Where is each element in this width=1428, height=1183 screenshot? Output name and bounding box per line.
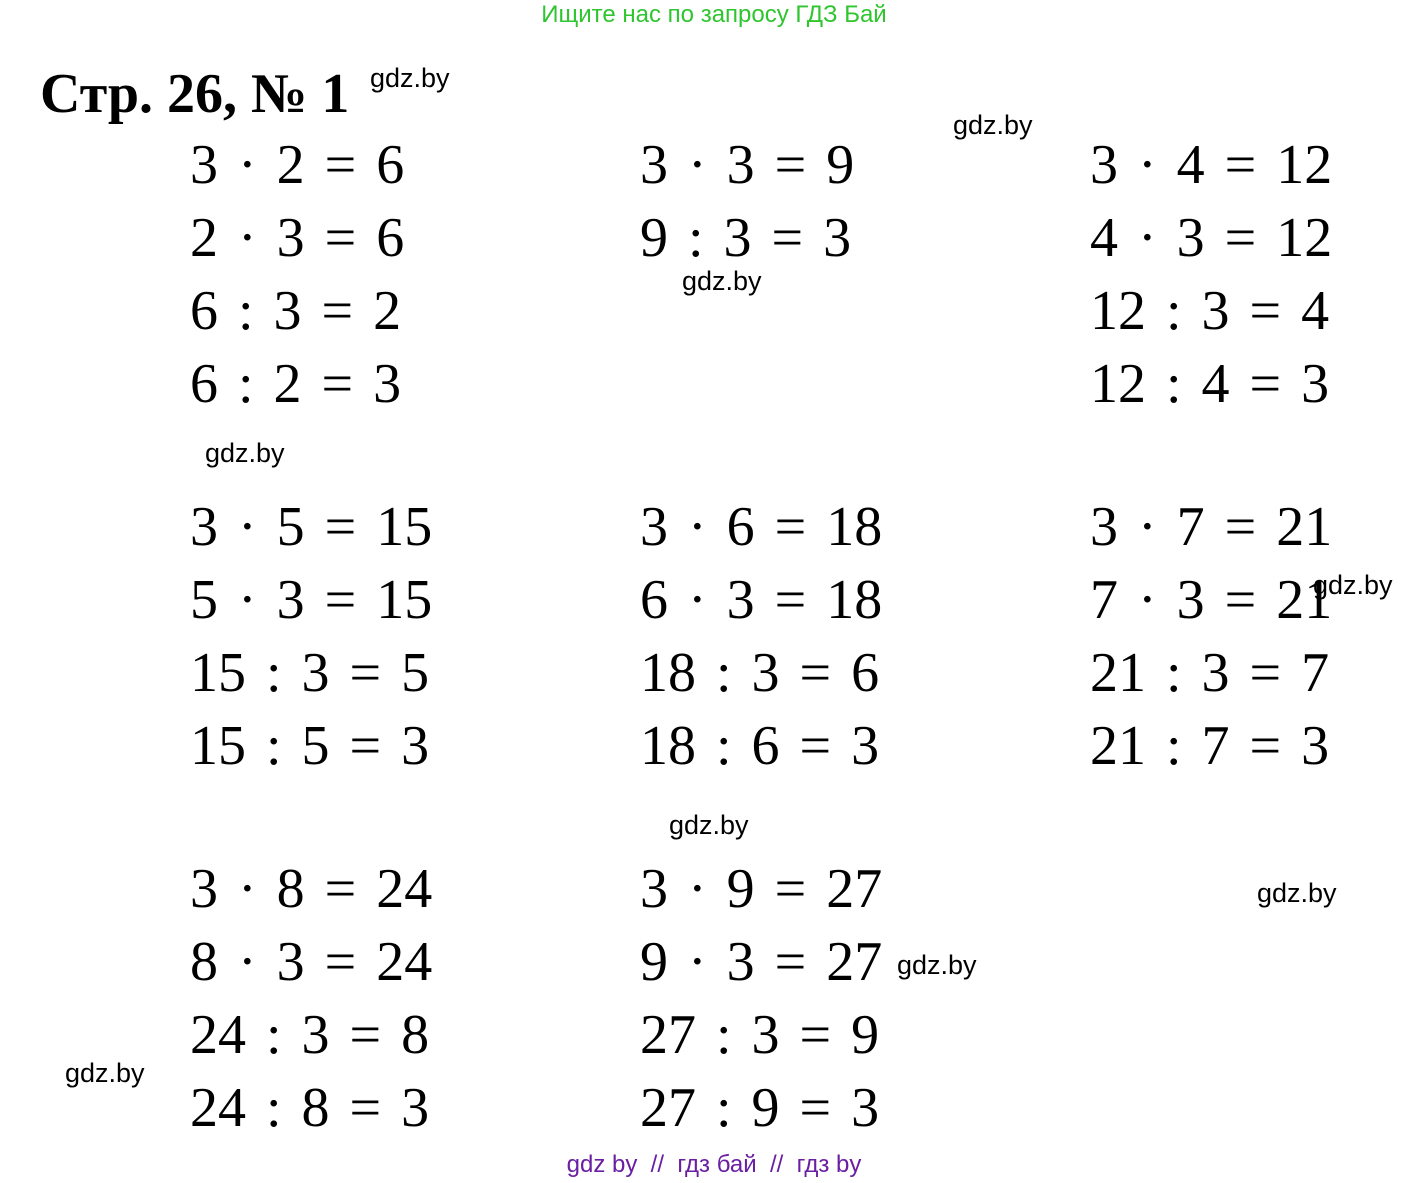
equation-line: 4 · 3 = 12	[1090, 207, 1333, 269]
equation-line: 3 · 3 = 9	[640, 134, 855, 196]
equation-line: 6 · 3 = 18	[640, 569, 883, 631]
watermark: gdz.by	[669, 810, 749, 840]
page-title: Стр. 26, № 1	[40, 63, 350, 125]
equation-line: 27 : 9 = 3	[640, 1077, 880, 1139]
equation-line: 18 : 3 = 6	[640, 642, 880, 704]
equation-line: 12 : 3 = 4	[1090, 280, 1330, 342]
equation-line: 27 : 3 = 9	[640, 1004, 880, 1066]
equation-line: 9 · 3 = 27	[640, 931, 883, 993]
equation-line: 6 : 2 = 3	[190, 353, 402, 415]
equation-line: 3 · 7 = 21	[1090, 496, 1333, 558]
watermark: gdz.by	[370, 63, 450, 93]
equation-line: 7 · 3 = 21	[1090, 569, 1333, 631]
equation-line: 3 · 4 = 12	[1090, 134, 1333, 196]
watermark: gdz.by	[682, 266, 762, 296]
watermark: gdz.by	[897, 950, 977, 980]
equation-line: 2 · 3 = 6	[190, 207, 405, 269]
equation-line: 24 : 3 = 8	[190, 1004, 430, 1066]
watermark: gdz.by	[1257, 878, 1337, 908]
watermark: gdz.by	[953, 110, 1033, 140]
search-banner: Ищите нас по запросу ГДЗ Бай	[541, 1, 887, 28]
equation-line: 12 : 4 = 3	[1090, 353, 1330, 415]
watermark: gdz.by	[1313, 570, 1393, 600]
equation-line: 5 · 3 = 15	[190, 569, 433, 631]
equation-line: 3 · 8 = 24	[190, 858, 433, 920]
equation-line: 24 : 8 = 3	[190, 1077, 430, 1139]
watermark: gdz.by	[65, 1058, 145, 1088]
equation-line: 18 : 6 = 3	[640, 715, 880, 777]
equation-line: 9 : 3 = 3	[640, 207, 852, 269]
footer-links: gdz by // гдз бай // гдз by	[566, 1151, 862, 1178]
equation-line: 3 · 5 = 15	[190, 496, 433, 558]
equation-line: 21 : 7 = 3	[1090, 715, 1330, 777]
equation-line: 3 · 6 = 18	[640, 496, 883, 558]
equation-line: 15 : 3 = 5	[190, 642, 430, 704]
equation-line: 6 : 3 = 2	[190, 280, 402, 342]
equation-line: 8 · 3 = 24	[190, 931, 433, 993]
equation-line: 21 : 3 = 7	[1090, 642, 1330, 704]
equation-line: 3 · 2 = 6	[190, 134, 405, 196]
watermark: gdz.by	[205, 438, 285, 468]
equation-line: 3 · 9 = 27	[640, 858, 883, 920]
equation-line: 15 : 5 = 3	[190, 715, 430, 777]
